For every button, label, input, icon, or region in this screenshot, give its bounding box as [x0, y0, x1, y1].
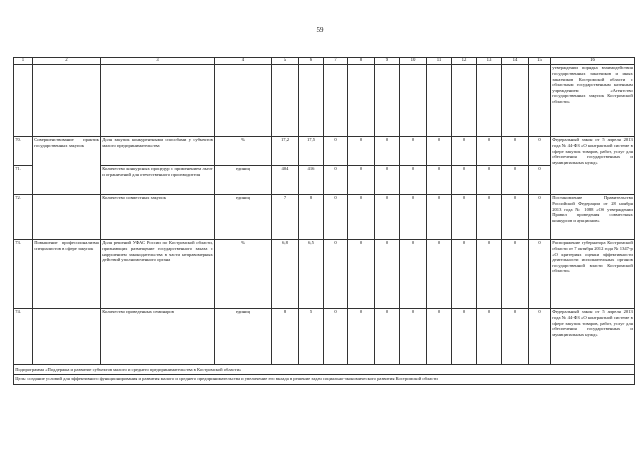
unit: % [215, 240, 272, 309]
table-row [14, 166, 635, 195]
value-cell: 0 [452, 240, 477, 309]
value-cell: 0 [324, 240, 348, 309]
table-row [14, 309, 635, 365]
header-cell: 5 [272, 58, 299, 65]
value-cell: 0 [375, 166, 400, 195]
value-cell: 0 [477, 166, 502, 195]
value-cell: 17,2 [272, 137, 299, 166]
indicator-name: Количество проведенных семинаров [101, 309, 215, 365]
subprogram-title: Подпрограмма «Поддержка и развитие субъектов малого и среднего предпринимательства в Костромской области» [14, 365, 635, 375]
value-cell: 0 [348, 309, 375, 365]
value-cell: 0 [427, 240, 452, 309]
legal-basis: Распоряжение губернатора Костромской области от 7 октября 2012 года № 1347-р «О критериях оценки эффективности деятельности исполнительных органов государственной власти Костромской области» [551, 240, 635, 309]
header-cell: 2 [33, 58, 101, 65]
value-cell: 8 [272, 309, 299, 365]
value-cell: 0 [452, 195, 477, 240]
header-cell: 3 [101, 58, 215, 65]
value-cell: 0 [477, 240, 502, 309]
header-cell: 14 [502, 58, 529, 65]
value-cell: 0 [375, 137, 400, 166]
value-cell: 5 [299, 309, 324, 365]
continuation-basis: утверждении порядка взаимодействия государственных заказчиков и иных заказчиков Костромской области с областным государственным казенным учреждением «Агентство государственных закупок Костромской области» [551, 65, 635, 137]
indicator-name: Доля решений УФАС России по Костромской области, признающих размещение государственного заказа с нарушением законодательства в части неправомерных действий уполномоченного органа [101, 240, 215, 309]
header-cell: 4 [215, 58, 272, 65]
value-cell: 0 [427, 166, 452, 195]
legal-basis: Постановление Правительства Российской Федерации от 28 ноября 2013 года № 1088 «Об утверждении Правил проведения совместных конкурсов и аукционов» [551, 195, 635, 240]
value-cell: 6,8 [272, 240, 299, 309]
value-cell: 0 [477, 309, 502, 365]
header-cell: 9 [375, 58, 400, 65]
value-cell: 0 [348, 166, 375, 195]
subprogram-row [14, 365, 635, 375]
value-cell: 0 [348, 137, 375, 166]
indicators-table [13, 57, 635, 385]
measure-name [33, 195, 101, 240]
value-cell: 0 [375, 309, 400, 365]
value-cell: 7 [272, 195, 299, 240]
header-cell: 10 [400, 58, 427, 65]
value-cell: 0 [502, 137, 529, 166]
row-number: 72. [14, 195, 33, 240]
continuation-row [14, 65, 635, 137]
value-cell: 0 [529, 240, 551, 309]
indicator-name: Количество совместных закупок [101, 195, 215, 240]
row-number: 70. [14, 137, 33, 166]
indicator-name: Доля закупок конкурентными способами у субъектов малого предпринимательства [101, 137, 215, 166]
legal-basis: Федеральный закон от 5 апреля 2013 года № 44-ФЗ «О контрактной системе в сфере закупок товаров, работ, услуг для обеспечения государственных и муниципальных нужд» [551, 309, 635, 365]
value-cell: 0 [477, 137, 502, 166]
row-number: 73. [14, 240, 33, 309]
unit: единиц [215, 309, 272, 365]
header-row [14, 58, 635, 65]
value-cell: 8 [299, 195, 324, 240]
value-cell: 0 [502, 240, 529, 309]
value-cell: 0 [375, 195, 400, 240]
value-cell: 0 [529, 309, 551, 365]
header-cell: 6 [299, 58, 324, 65]
value-cell: 0 [529, 166, 551, 195]
value-cell: 404 [272, 166, 299, 195]
unit: единиц [215, 166, 272, 195]
header-cell: 1 [14, 58, 33, 65]
indicator-name: Количество конкурсных процедур с применением льгот и ограничений для отечественного производителя [101, 166, 215, 195]
table-row [14, 240, 635, 309]
measure-name: Повышение профессионализма специалистов в сфере закупок [33, 240, 101, 309]
header-cell: 16 [551, 58, 635, 65]
row-number: 74. [14, 309, 33, 365]
value-cell: 0 [427, 195, 452, 240]
measure-name [33, 309, 101, 365]
table-row [14, 137, 635, 166]
value-cell: 0 [400, 166, 427, 195]
value-cell: 0 [452, 166, 477, 195]
value-cell: 0 [477, 195, 502, 240]
value-cell: 0 [502, 195, 529, 240]
value-cell: 17,5 [299, 137, 324, 166]
measure-name: Совершенствование практик государственных закупок [33, 137, 101, 195]
value-cell: 0 [502, 309, 529, 365]
header-cell: 8 [348, 58, 375, 65]
value-cell: 0 [529, 137, 551, 166]
goal-text: Цель: создание условий для эффективного функционирования и развития малого и среднего предпринимательства и увеличение его вклада в решение задач социально-экономического развития Костромской области [14, 374, 635, 384]
header-cell: 13 [477, 58, 502, 65]
header-cell: 7 [324, 58, 348, 65]
table-row [14, 195, 635, 240]
row-number: 71. [14, 166, 33, 195]
value-cell: 0 [400, 137, 427, 166]
value-cell: 0 [324, 309, 348, 365]
value-cell: 0 [324, 166, 348, 195]
value-cell: 0 [427, 309, 452, 365]
value-cell: 0 [324, 137, 348, 166]
legal-basis: Федеральный закон от 5 апреля 2013 года № 44-ФЗ «О контрактной системе в сфере закупок товаров, работ, услуг для обеспечения государственных и муниципальных нужд» [551, 137, 635, 195]
value-cell: 0 [400, 309, 427, 365]
header-cell: 12 [452, 58, 477, 65]
value-cell: 0 [348, 240, 375, 309]
value-cell: 0 [502, 166, 529, 195]
value-cell: 0 [324, 195, 348, 240]
header-cell: 15 [529, 58, 551, 65]
unit: % [215, 137, 272, 166]
value-cell: 0 [348, 195, 375, 240]
value-cell: 0 [427, 137, 452, 166]
header-cell: 11 [427, 58, 452, 65]
unit: единиц [215, 195, 272, 240]
value-cell: 0 [452, 137, 477, 166]
value-cell: 0 [375, 240, 400, 309]
value-cell: 6,5 [299, 240, 324, 309]
value-cell: 0 [529, 195, 551, 240]
page-number: 59 [316, 26, 324, 34]
value-cell: 416 [299, 166, 324, 195]
value-cell: 0 [400, 195, 427, 240]
value-cell: 0 [452, 309, 477, 365]
value-cell: 0 [400, 240, 427, 309]
goal-row [14, 374, 635, 384]
